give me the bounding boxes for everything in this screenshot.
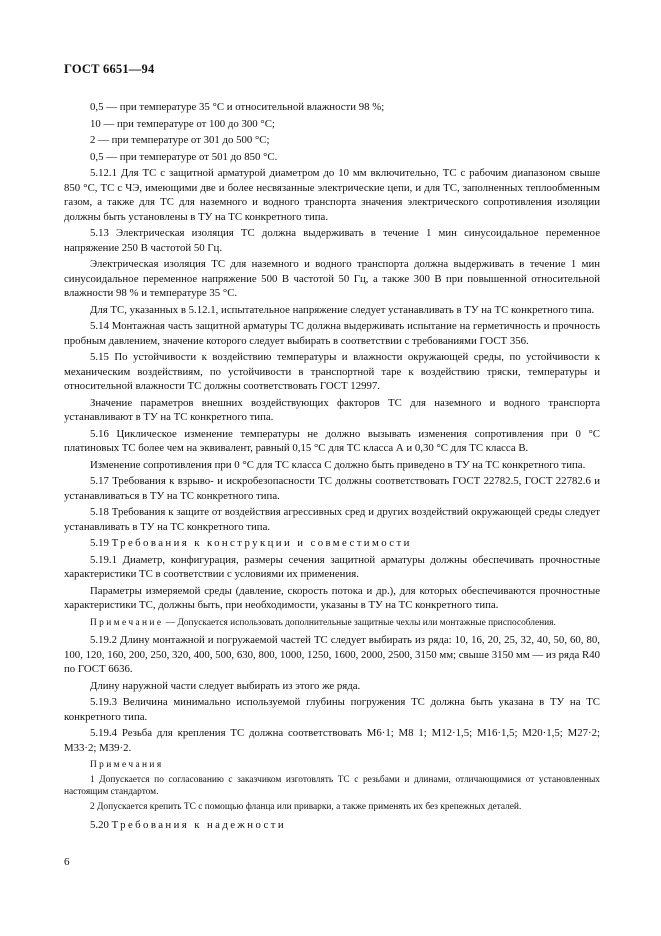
paragraph: 5.19.2 Длину монтажной и погружаемой частей ТС следует выбирать из ряда: 10, 16, 20, 25, 32, 40, 50, 60, 80, 100, 120, 160, 200, 250, 320, 400, 500, 630, 800, 1000, 1250, 1600, 2000, 2500, 3150 мм; свыше 3150 мм — из ряда R40 по ГОСТ 6636.	[64, 634, 600, 675]
section-number: 5.20	[90, 818, 112, 831]
note	[64, 617, 600, 630]
paragraph: Длину наружной части следует выбирать из этого же ряда.	[90, 679, 361, 692]
paragraph: 5.16 Циклическое изменение температуры не должно вызывать изменения сопротивления при 0 °С платиновых ТС более чем на эквивалент, равный 0,15 °С для ТС класса А и 0,30 °С для ТС класса В.	[64, 427, 600, 454]
paragraph: 0,5 — при температуре от 501 до 850 °С.	[90, 150, 278, 163]
document-header: ГОСТ 6651—94	[64, 62, 155, 76]
paragraph: Параметры измеряемой среды (давление, скорость потока и др.), для которых обеспечиваются прочностные характеристики ТС, должны быть, при необходимости, указаны в ТУ на ТС конкретного типа.	[64, 584, 600, 612]
paragraph: Значение параметров внешних воздействующих факторов ТС для наземного и водного транспорта устанавливают в ТУ на ТС конкретного типа.	[64, 396, 600, 423]
paragraph: 5.19.4 Резьба для крепления ТС должна соответствовать М6·1; М8 1; М12·1,5; М16·1,5; М20·1,5; М27·2; М33·2; М39·2.	[64, 727, 600, 754]
notes-label: Примечания	[90, 760, 164, 770]
paragraph: 5.19.1 Диаметр, конфигурация, размеры сечения защитной арматуры должны обеспечивать прочностные характеристики ТС в соответствии с условиями их применения.	[64, 553, 600, 581]
note-label: Примечание	[90, 617, 164, 628]
paragraph: 5.17 Требования к взрыво- и искробезопасности ТС должны соответствовать ГОСТ 22782.5, ГОСТ 22782.6 и устанавливаться в ТУ на ТС конкретного типа.	[64, 475, 600, 502]
paragraph: 10 — при температуре от 100 до 300 °С;	[90, 117, 275, 130]
paragraph: Изменение сопротивления при 0 °С для ТС класса С должно быть приведено в ТУ на ТС конкретного типа.	[90, 458, 586, 471]
paragraph: Для ТС, указанных в 5.12.1, испытательное напряжение следует устанавливать в ТУ на ТС конкретного типа.	[90, 303, 595, 316]
section-number: 5.19	[90, 537, 112, 550]
section-title: Требования к надежности	[111, 818, 287, 831]
document-body	[64, 100, 600, 834]
paragraph: 5.15 По устойчивости к воздействию температуры и влажности окружающей среды, по устойчивости к механическим воздействиям, по устойчивости в транспортной таре к воздействию тряски, температуры и относительной влажности ТС должны соответствовать ГОСТ 12997.	[64, 351, 600, 392]
paragraph: Электрическая изоляция ТС для наземного и водного транспорта должна выдерживать в течение 1 мин синусоидальное переменное напряжение 500 В частотой 50 Гц, а также 300 В при повышенной относительной влажности 98 % и температуре 35 °С.	[64, 258, 600, 299]
paragraph: 5.18 Требования к защите от воздействия агрессивных сред и других воздействий окружающей среды следует устанавливать в ТУ на ТС конкретного типа.	[64, 506, 600, 533]
note-item: 1 Допускается по согласованию с заказчиком изготовлять ТС с резьбами и длинами, отличающимися от установленных настоящим стандартом.	[64, 774, 600, 798]
paragraph: 0,5 — при температуре 35 °С и относительной влажности 98 %;	[90, 101, 385, 113]
paragraph: 5.12.1 Для ТС с защитной арматурой диаметром до 10 мм включительно, ТС с рабочим диапазоном свыше 850 °С, ТС с ЧЭ, имеющими две и более несвязанные электрические цепи, и для ТС, заполненных теплообменным газом, а также для ТС для наземного и водного транспорта значения электрического сопротивления изоляции должны быть установлены в ТУ на ТС конкретного типа.	[64, 167, 600, 223]
paragraph: 2 — при температуре от 301 до 500 °С;	[90, 134, 270, 147]
note-text: — Допускается использовать дополнительные защитные чехлы или монтажные приспособления.	[163, 617, 556, 628]
section-title: Требования к конструкции и совместимости	[111, 537, 412, 550]
paragraph: 5.19.3 Величина минимально используемой глубины погружения ТС должна быть указана в ТУ на ТС конкретного типа.	[64, 696, 600, 723]
notes-heading	[64, 759, 600, 772]
paragraph: 5.14 Монтажная часть защитной арматуры ТС должна выдерживать испытание на герметичность и прочность пробным давлением, значение которого следует выбирать в соответствии с требованиями ГОСТ 356.	[64, 320, 600, 347]
page-number: 6	[64, 856, 70, 868]
paragraph: 5.13 Электрическая изоляция ТС должна выдерживать в течение 1 мин синусоидальное переменное напряжение 250 В частотой 50 Гц.	[64, 227, 600, 254]
section-heading	[64, 536, 600, 550]
section-heading	[64, 818, 600, 832]
note-item: 2 Допускается крепить ТС с помощью фланца или приварки, а также применять их без крепежных деталей.	[90, 802, 522, 813]
